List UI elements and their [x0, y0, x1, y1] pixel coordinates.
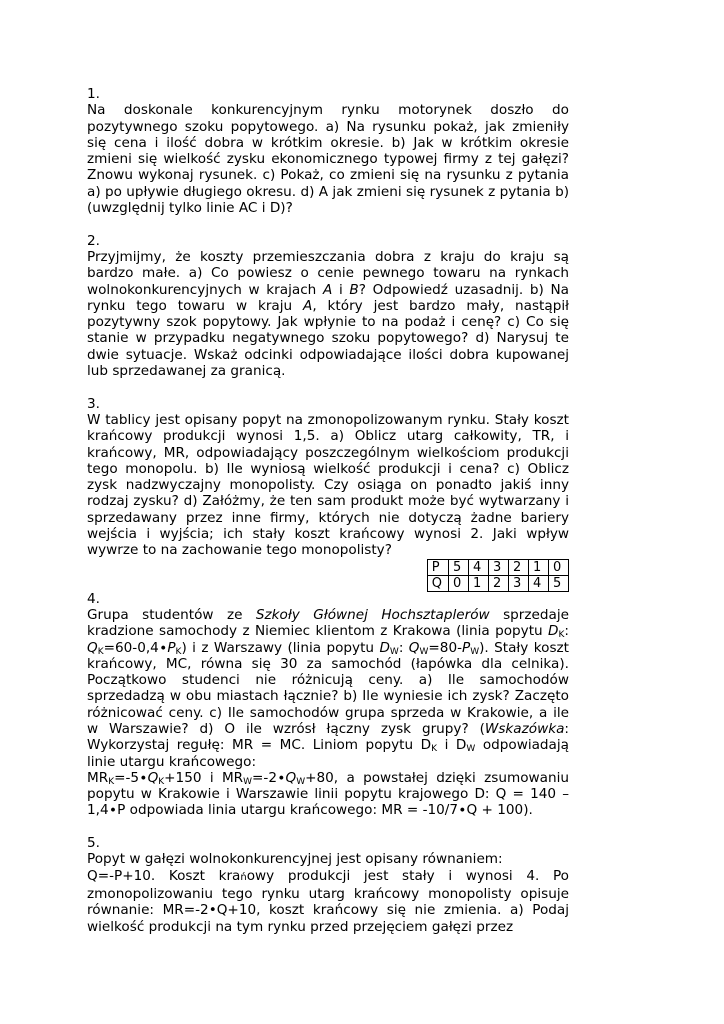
table-row	[427, 559, 568, 575]
problem-1	[87, 86, 569, 216]
table-cell: 1	[469, 575, 489, 591]
table-row	[427, 575, 568, 591]
table-cell: 2	[509, 559, 529, 575]
problem-text-line: Popyt w gałęzi wolnokonkurencyjnej jest opisany równaniem:	[87, 851, 503, 868]
problem-number: 5.	[87, 835, 100, 852]
demand-table	[427, 559, 569, 592]
problem-5	[87, 835, 569, 935]
problem-3	[87, 396, 569, 592]
problem-text: W tablicy jest opisany popyt na zmonopolizowanym rynku. Stały koszt krańcowy produkcji wynosi 1,5. a) Oblicz utarg całkowity, TR, i krańcowy, MR, odpowiadający poszczególnym wielkościom produkcji tego monopolu. b) Ile wyniosą wielkość produkcji i cena? c) Oblicz zysk nadzwyczajny monopolisty. Czy osiąga on ponadto jakiś inny rodzaj zysku? d) Załóżmy, że ten sam produkt może być wytwarzany i sprzedawany przez inne firmy, których nie dotyczą żadne bariery wejścia i wyjścia; ich stały koszt krańcowy wynosi 2. Jaki wpływ wywrze to na zachowanie tego monopolisty?	[87, 411, 569, 559]
table-cell: 5	[449, 559, 469, 575]
problem-2	[87, 233, 569, 380]
problem-text: Grupa studentów ze Szkoły Głównej Hochsztaplerów sprzedaje kradzione samochody z Niemiec klientom z Krakowa (linia popytu $D_K$: $Q_K=60-0,4\cdot P_K$) i z Warszawy (linia popytu $D_W$: $Q_W=80-P_W$). Stały koszt krańcowy, MC, równa się 30 za samochód (łapówka dla celnika). Początkowo studenci nie różnicują ceny. a) Ile samochodów sprzedadzą w obu miastach łącznie? b) Ile wyniesie ich zysk? Zaczęto różnicować ceny. c) Ile samochodów grupa sprzeda w Krakowie, a ile w Warszawie? d) O ile wzrósł łączny zysk grupy? (Wskazówka: Wykorzystaj regułę: MR = MC. Liniom popytu $D_K$ i $D_W$ odpowiadają linie utargu krańcowego:	[87, 606, 569, 770]
table-cell: 4	[469, 559, 489, 575]
problem-number: 4.	[87, 590, 100, 607]
table-cell: 4	[529, 575, 549, 591]
problem-text: Q=-P+10. Koszt krańowy produkcji jest stały i wynosi 4. Po zmonopolizowaniu tego rynku utarg krańcowy monopolisty opisuje równanie: MR=-2•Q+10, koszt krańcowy się nie zmienia. a) Podaj wielkość produkcji na tym rynku przed przejęciem gałęzi przez	[87, 867, 569, 935]
problem-number: 2.	[87, 232, 100, 249]
document-page	[87, 86, 569, 935]
problem-text: Przyjmijmy, że koszty przemieszczania dobra z kraju do kraju są bardzo małe. a) Co powiesz o cenie pewnego towaru na rynkach wolnokonkurencyjnych w krajach A i B? Odpowiedź uzasadnij. b) Na rynku tego towaru w kraju A, który jest bardzo mały, nastąpił pozytywny szok popytowy. Jak wpłynie to na podaż i cenę? c) Co się stanie w przypadku negatywnego szoku popytowego? d) Narysuj te dwie sytuacje. Wskaż odcinki odpowiadające ilości dobra kupowanej lub sprzedawanej za granicą.	[87, 248, 569, 380]
table-cell: Q	[427, 575, 448, 591]
problem-formula: $MR_K=-5\cdot Q_K+150$ i $MR_W=-2\cdot Q_W+80$, a powstałej dzięki zsumowaniu popytu w Krakowie i Warszawie linii popytu krajowego D: Q = 140 – 1,4∙P odpowiada linia utargu krańcowego: MR = -10/7∙Q + 100).	[87, 769, 569, 819]
problem-number: 3.	[87, 395, 100, 412]
table-cell: 2	[489, 575, 509, 591]
problem-number: 1.	[87, 86, 100, 102]
table-cell: 0	[549, 559, 569, 575]
table-cell: 3	[509, 575, 529, 591]
table-cell: 3	[489, 559, 509, 575]
table-cell: P	[427, 559, 448, 575]
table-cell: 1	[529, 559, 549, 575]
problem-4	[87, 591, 569, 819]
table-cell: 5	[549, 575, 569, 591]
problem-text: Na doskonale konkurencyjnym rynku motorynek doszło do pozytywnego szoku popytowego. a) Na rysunku pokaż, jak zmieniły się cena i ilość dobra w krótkim okresie. b) Jak w krótkim okresie zmieni się wielkość zysku ekonomicznego typowej firmy z tej gałęzi? Znowu wykonaj rysunek. c) Pokaż, co zmieni się na rysunku z pytania a) po upływie długiego okresu. d) A jak zmieni się rysunek z pytania b) (uwzględnij tylko linie AC i D)?	[87, 102, 569, 217]
table-cell: 0	[449, 575, 469, 591]
